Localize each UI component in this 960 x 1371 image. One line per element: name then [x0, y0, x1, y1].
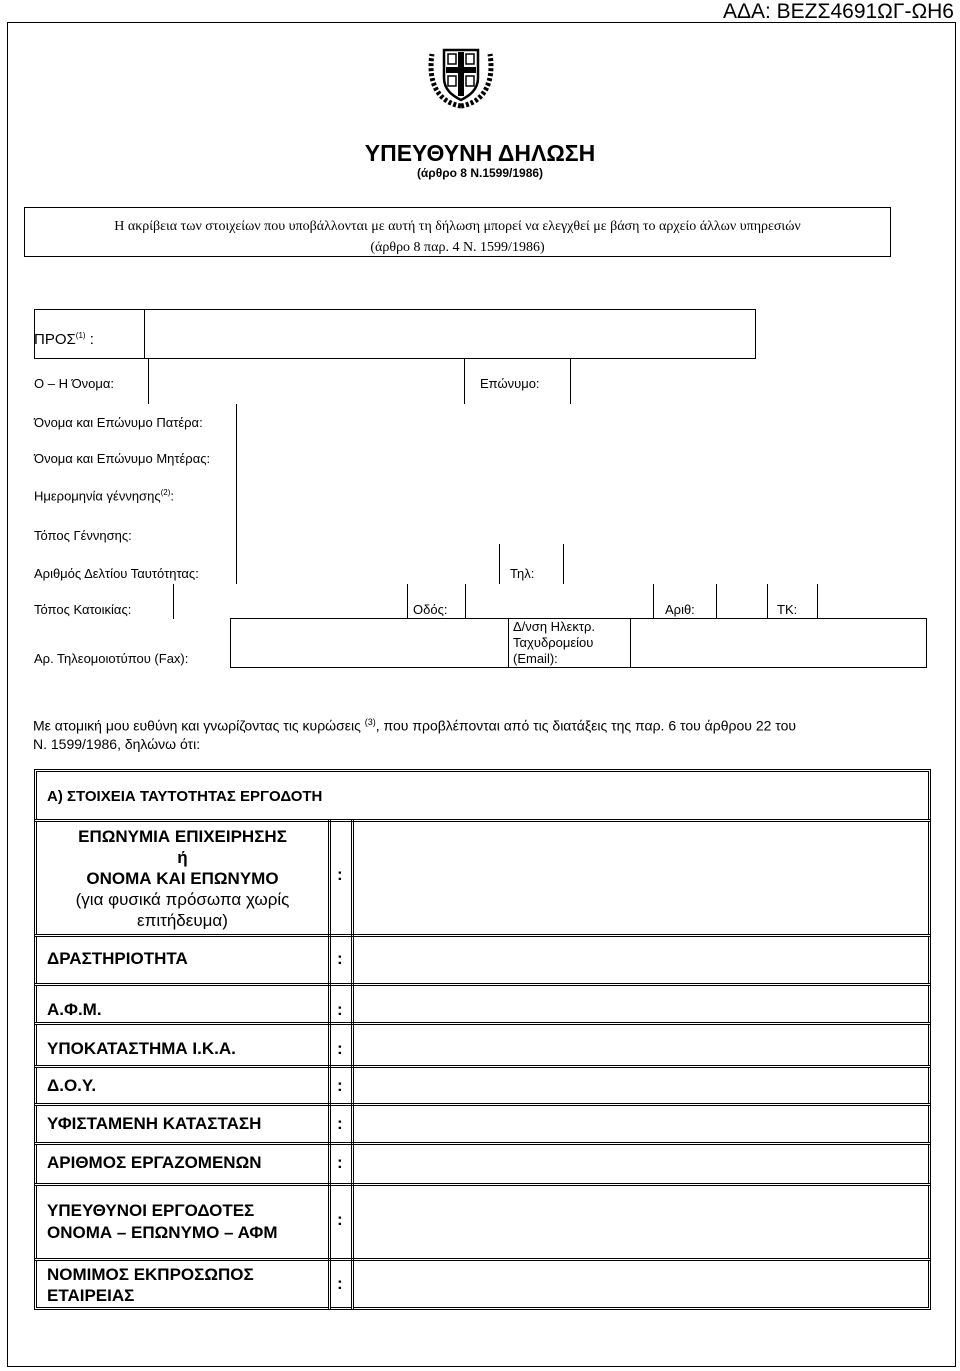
workers-value-box	[351, 1142, 931, 1186]
pros-label: ΠΡΟΣ$^{(1)}$ :	[34, 331, 94, 348]
responsible-colon: :	[337, 1210, 343, 1229]
document-title: ΥΠΕΥΘΥΝΗ ΔΗΛΩΣΗ	[364, 140, 596, 166]
postal-code-label: ΤΚ:	[777, 602, 798, 617]
notice-line-1: Η ακρίβεια των στοιχείων που υποβάλλονται με αυτή τη δήλωση μπορεί να ελεγχθεί με βάση το αρχείο άλλων υπηρεσιών	[114, 219, 801, 234]
afm-colon: :	[337, 1000, 343, 1019]
first-name-label: Ο – Η Όνομα:	[34, 376, 114, 391]
employer-name-label: ΕΠΩΝΥΜΙΑ ΕΠΙΧΕΙΡΗΣΗΣ ή ΟΝΟΜΑ ΚΑΙ ΕΠΩΝΥΜΟ (για φυσικά πρόσωπα χωρίς επιτήδευμα)	[75, 827, 290, 930]
legal-representative-label: ΝΟΜΙΜΟΣ ΕΚΠΡΟΣΩΠΟΣ ΕΤΑΙΡΕΙΑΣ	[47, 1265, 254, 1305]
afm-label: Α.Φ.Μ.	[47, 1000, 102, 1019]
current-status-label: ΥΦΙΣΤΑΜΕΝΗ ΚΑΤΑΣΤΑΣΗ	[47, 1114, 262, 1133]
id-number-label: Αριθμός Δελτίου Ταυτότητας:	[34, 566, 199, 581]
ika-branch-label: ΥΠΟΚΑΤΑΣΤΗΜΑ Ι.Κ.Α.	[47, 1039, 236, 1058]
employer-name-colon: :	[337, 865, 343, 884]
legal-colon: :	[337, 1274, 343, 1293]
birthplace-label: Τόπος Γέννησης:	[34, 528, 132, 543]
number-label: Αριθ:	[665, 602, 695, 617]
status-colon: :	[337, 1114, 343, 1133]
email-label: Δ/νση Ηλεκτρ. Ταχυδρομείου (Εmail):	[513, 619, 595, 666]
legal-value-box	[351, 1258, 931, 1310]
tax-office-label: Δ.Ο.Υ.	[47, 1076, 97, 1095]
notice-line-2: (άρθρο 8 παρ. 4 Ν. 1599/1986)	[370, 240, 545, 255]
afm-value-box	[351, 983, 931, 1025]
declaration-text: Με ατομική μου ευθύνη και γνωρίζοντας τις κυρώσεις $^{(3)}$, που προβλέπονται από τις διατάξεις της παρ. 6 του άρθρου 22 του Ν. 1599/1986, δηλώνω ότι:	[33, 717, 797, 752]
status-value-box	[351, 1103, 931, 1145]
residence-label: Τόπος Κατοικίας:	[34, 602, 132, 617]
ada-code: ΑΔΑ: ΒΕΖΣ4691ΩΓ-ΩΗ6	[722, 0, 954, 23]
section-a-heading: Α) ΣΤΟΙΧΕΙΑ ΤΑΥΤΟΤΗΤΑΣ ΕΡΓΟΔΟΤΗ	[47, 788, 323, 805]
last-name-label: Επώνυμο:	[480, 376, 540, 391]
street-label: Οδός:	[413, 602, 448, 617]
notice-box	[24, 207, 891, 257]
responsible-employers-label: ΥΠΕΥΘΥΝΟΙ ΕΡΓΟΔΟΤΕΣ ΟΝΟΜΑ – ΕΠΩΝΥΜΟ – ΑΦΜ	[47, 1201, 278, 1242]
activity-colon: :	[337, 949, 343, 968]
doy-value-box	[351, 1065, 931, 1106]
workers-colon: :	[337, 1153, 343, 1172]
fax-label: Αρ. Τηλεομοιοτύπου (Fax):	[34, 651, 189, 666]
phone-label: Τηλ:	[510, 566, 535, 581]
activity-value-box	[351, 934, 931, 986]
activity-label: ΔΡΑΣΤΗΡΙΟΤΗΤΑ	[47, 949, 188, 968]
mother-name-label: Όνομα και Επώνυμο Μητέρας:	[34, 451, 211, 466]
greek-emblem-icon	[422, 36, 500, 110]
ika-value-box	[351, 1022, 931, 1068]
ika-colon: :	[337, 1039, 343, 1058]
employees-count-label: ΑΡΙΘΜΟΣ ΕΡΓΑΖΟΜΕΝΩΝ	[47, 1153, 262, 1172]
doy-colon: :	[337, 1076, 343, 1095]
responsible-value-box	[351, 1183, 931, 1261]
document-subtitle: (άρθρο 8 Ν.1599/1986)	[416, 166, 544, 180]
name-value-box	[351, 819, 931, 937]
birthdate-label: Ημερομηνία γέννησης$^{(2)}$:	[34, 488, 174, 504]
father-name-label: Όνομα και Επώνυμο Πατέρα:	[34, 415, 203, 430]
